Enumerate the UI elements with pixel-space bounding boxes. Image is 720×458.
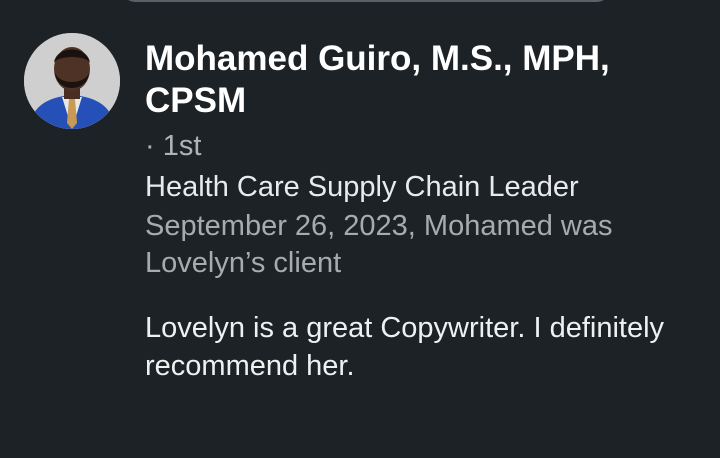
avatar[interactable]	[24, 33, 120, 129]
author-headline: Health Care Supply Chain Leader	[145, 171, 579, 203]
recommendation-content	[145, 38, 705, 385]
recommendation-text: Lovelyn is a great Copywriter. I definitely recommend her.	[145, 312, 665, 382]
author-name[interactable]: Mohamed Guiro, M.S., MPH, CPSM	[145, 39, 610, 120]
avatar-photo	[24, 33, 120, 129]
top-pill-button[interactable]	[120, 0, 612, 2]
relationship-text: September 26, 2023, Mohamed was Lovelyn’s client	[145, 210, 613, 279]
connection-degree: · 1st	[145, 130, 202, 162]
